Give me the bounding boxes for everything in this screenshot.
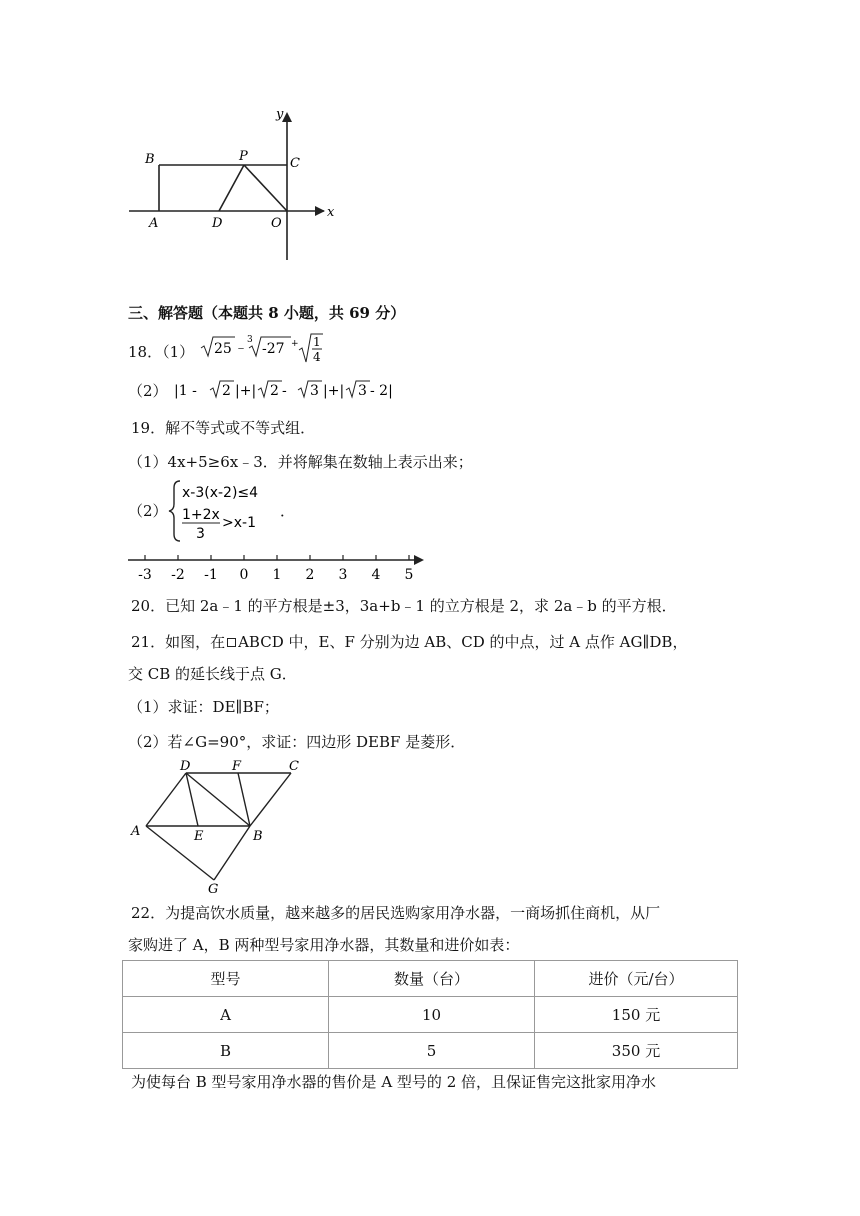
purifier-table [122,960,738,1069]
q21-part1: （1）求证：DE∥BF； [128,698,279,716]
table-row [123,1033,738,1069]
number-line-label: -3 [138,567,152,583]
cube-root-27: -27 [261,341,285,357]
number-line-label: 4 [371,567,381,583]
cube-root-index: 3 [246,335,253,345]
sqrt-25: 25 [213,341,232,357]
section-title: 三、解答题（本题共 8 小题，共 69 分） [128,304,406,322]
inequality-2-den: 3 [196,526,205,542]
number-line-label: -2 [171,567,185,583]
minus-2: - [282,383,288,399]
table-header-cell: 进价（元/台） [535,961,738,997]
label-y: y [276,107,284,122]
table-header-cell: 数量（台） [329,961,535,997]
q21-line2: 交 CB 的延长线于点 G． [128,665,297,683]
sqrt-3-b: 3 [358,383,368,399]
parallelogram-figure [126,756,306,896]
q19-title: 19．解不等式或不等式组． [131,419,316,437]
parallelogram-icon [227,638,236,647]
segment-po [244,165,287,211]
label-o: O [271,216,282,231]
label-d: D [180,759,191,774]
number-line-label: -1 [204,567,218,583]
abs-sep-2: |+| [323,383,345,399]
coordinate-figure [124,100,344,265]
abs-part-end: - 2| [370,383,394,399]
abs-part-1: |1 - [174,383,198,399]
inequality-2-rhs: >x-1 [222,515,256,531]
number-line-label: 5 [404,567,414,583]
q22-line2: 家购进了 A，B 两种型号家用净水器，其数量和进价如表： [128,936,520,954]
q18-expression-1 [199,332,339,364]
q21-line1-a: 21．如图，在 [131,633,226,651]
q18-part1 [128,335,339,372]
q18-part2 [128,381,402,402]
inequality-1: x-3(x-2)≤4 [182,485,259,501]
inequality-2-num: 1+2x [182,507,220,523]
sqrt-2-b: 2 [270,383,280,399]
frac-den: 4 [312,350,321,364]
number-line-label: 0 [239,567,249,583]
label-f: F [232,759,242,774]
q21-part2: （2）若∠G=90°，求证：四边形 DEBF 是菱形． [128,733,466,751]
abs-sep-1: |+| [235,383,257,399]
table-row [123,997,738,1033]
q18-expression-2 [172,378,402,402]
table-cell: 350 元 [535,1033,738,1069]
number-line-label: 2 [305,567,315,583]
q19-part2-end: ． [280,502,296,520]
label-b: B [253,829,263,844]
label-e: E [194,829,204,844]
label-a: A [131,824,141,839]
q22-line1: 22．为提高饮水质量，越来越多的居民选购家用净水器，一商场抓住商机，从厂 [131,904,661,922]
q19-part1: （1）4x+5≥6x﹣3．并将解集在数轴上表示出来； [128,453,473,471]
q22-line3: 为使每台 B 型号家用净水器的售价是 A 型号的 2 倍，且保证售完这批家用净水 [131,1073,657,1091]
label-c: C [290,156,300,171]
segment-dp [219,165,244,211]
q21-line1 [131,632,687,652]
table-cell: B [123,1033,329,1069]
table-cell: A [123,997,329,1033]
y-axis-arrow [282,112,292,122]
frac-num: 1 [312,335,321,349]
q18-part2-label: （2） [128,382,168,400]
table-cell: 150 元 [535,997,738,1033]
table-header-row [123,961,738,997]
label-b: B [145,152,155,167]
sqrt-2-a: 2 [222,383,232,399]
number-line-arrow [414,555,424,565]
label-d: D [212,216,223,231]
number-line [128,550,428,586]
label-x: x [327,205,335,220]
sqrt-3-a: 3 [310,383,320,399]
q18-number: 18． [128,343,163,361]
number-line-label: 1 [272,567,282,583]
q19-part2 [128,478,428,544]
label-g: G [208,882,219,896]
table-cell: 5 [329,1033,535,1069]
label-a: A [149,216,159,231]
label-p: P [239,149,248,164]
x-axis-arrow [315,206,325,216]
plus-sign: + [290,339,299,349]
q18-part1-label: （1） [162,343,195,361]
q21-line1-b: ABCD 中，E、F 分别为边 AB、CD 的中点，过 A 点作 AG∥DB， [238,633,688,651]
q20-text: 20．已知 2a﹣1 的平方根是±3，3a+b﹣1 的立方根是 2，求 2a﹣b 的平方根． [131,597,677,615]
table-cell: 10 [329,997,535,1033]
minus-sign: ﹣ [233,340,248,356]
inequality-system [168,478,298,544]
number-line-label: 3 [338,567,348,583]
label-c: C [289,759,299,774]
table-header-cell: 型号 [123,961,329,997]
q19-part2-label: （2） [128,502,168,520]
